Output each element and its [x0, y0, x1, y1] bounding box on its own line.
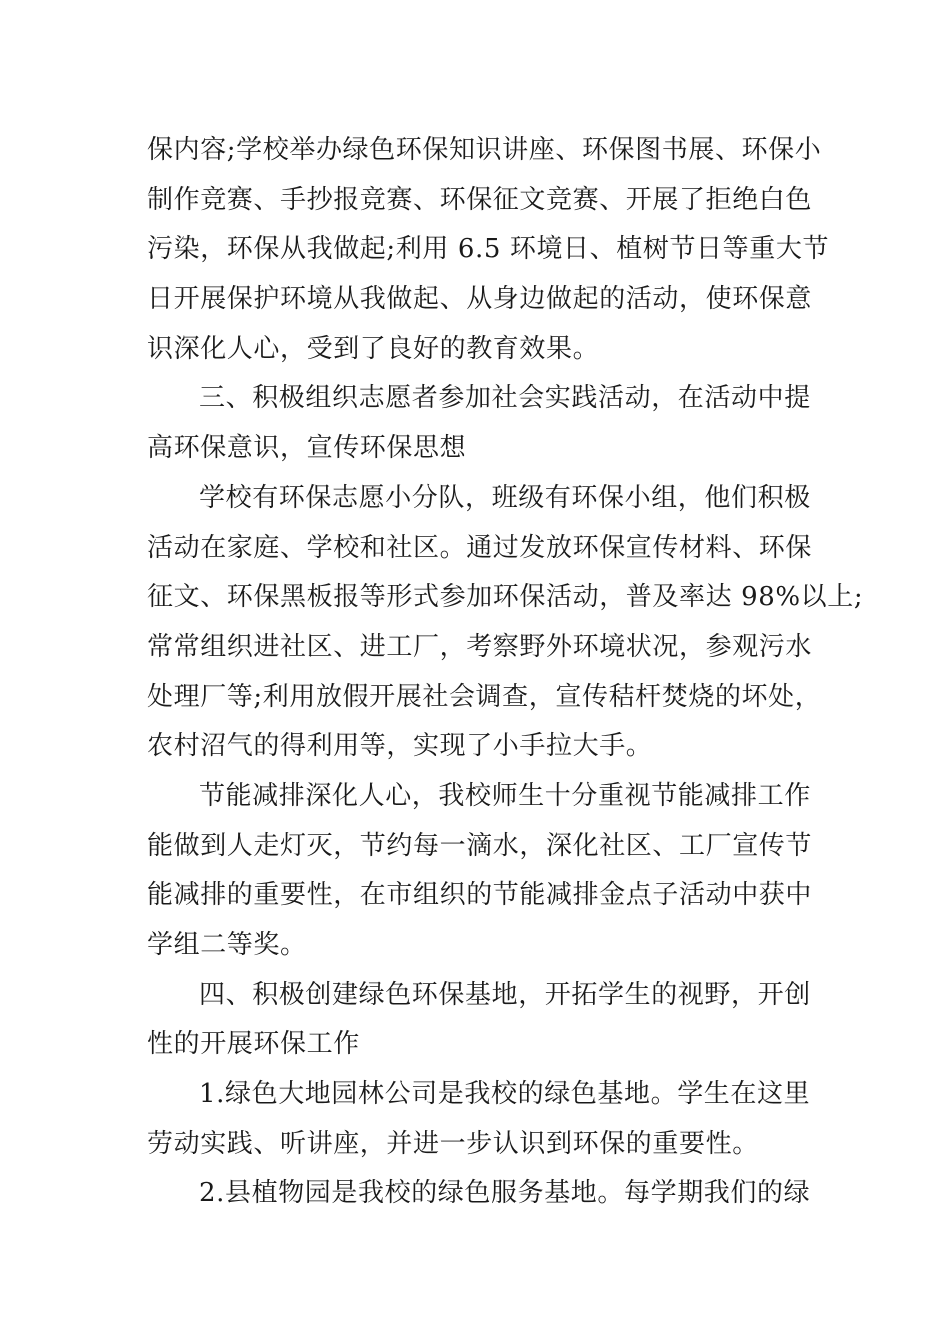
text-line: 能减排的重要性，在市组织的节能减排金点子活动中获中	[147, 880, 813, 911]
text-line: 能做到人走灯灭，节约每一滴水，深化社区、工厂宣传节	[147, 830, 813, 861]
text-line: 活动在家庭、学校和社区。通过发放环保宣传材料、环保	[147, 532, 813, 563]
text-line: 征文、环保黑板报等形式参加环保活动，普及率达 98%以上;	[147, 582, 864, 613]
section-heading-line: 三、积极组织志愿者参加社会实践活动，在活动中提	[199, 383, 811, 414]
text-line: 学校有环保志愿小分队，班级有环保小组，他们积极	[199, 482, 811, 513]
text-line: 节能减排深化人心，我校师生十分重视节能减排工作	[199, 780, 811, 811]
list-item-line: 1.绿色大地园林公司是我校的绿色基地。学生在这里	[199, 1079, 811, 1110]
text-line: 污染，环保从我做起;利用 6.5 环境日、植树节日等重大节	[147, 234, 830, 265]
section-heading-line: 四、积极创建绿色环保基地，开拓学生的视野，开创	[199, 979, 811, 1010]
list-item-line: 劳动实践、听讲座，并进一步认识到环保的重要性。	[147, 1128, 759, 1159]
text-line: 农村沼气的得利用等，实现了小手拉大手。	[147, 731, 653, 762]
text-line: 保内容;学校举办绿色环保知识讲座、环保图书展、环保小	[147, 135, 822, 165]
text-line: 识深化人心，受到了良好的教育效果。	[147, 333, 600, 364]
body-text	[147, 126, 864, 1219]
text-line: 日开展保护环境从我做起、从身边做起的活动，使环保意	[147, 284, 813, 315]
text-line: 常常组织进社区、进工厂，考察野外环境状况，参观污水	[147, 631, 813, 662]
text-line: 处理厂等;利用放假开展社会调查，宣传秸杆焚烧的坏处，	[147, 681, 822, 712]
list-item-line: 2.县植物园是我校的绿色服务基地。每学期我们的绿	[199, 1178, 811, 1209]
text-line: 学组二等奖。	[147, 930, 307, 960]
section-heading-line: 高环保意识，宣传环保思想	[147, 433, 467, 464]
section-heading-line: 性的开展环保工作	[147, 1029, 360, 1060]
text-line: 制作竞赛、手抄报竞赛、环保征文竞赛、开展了拒绝白色	[147, 184, 813, 215]
